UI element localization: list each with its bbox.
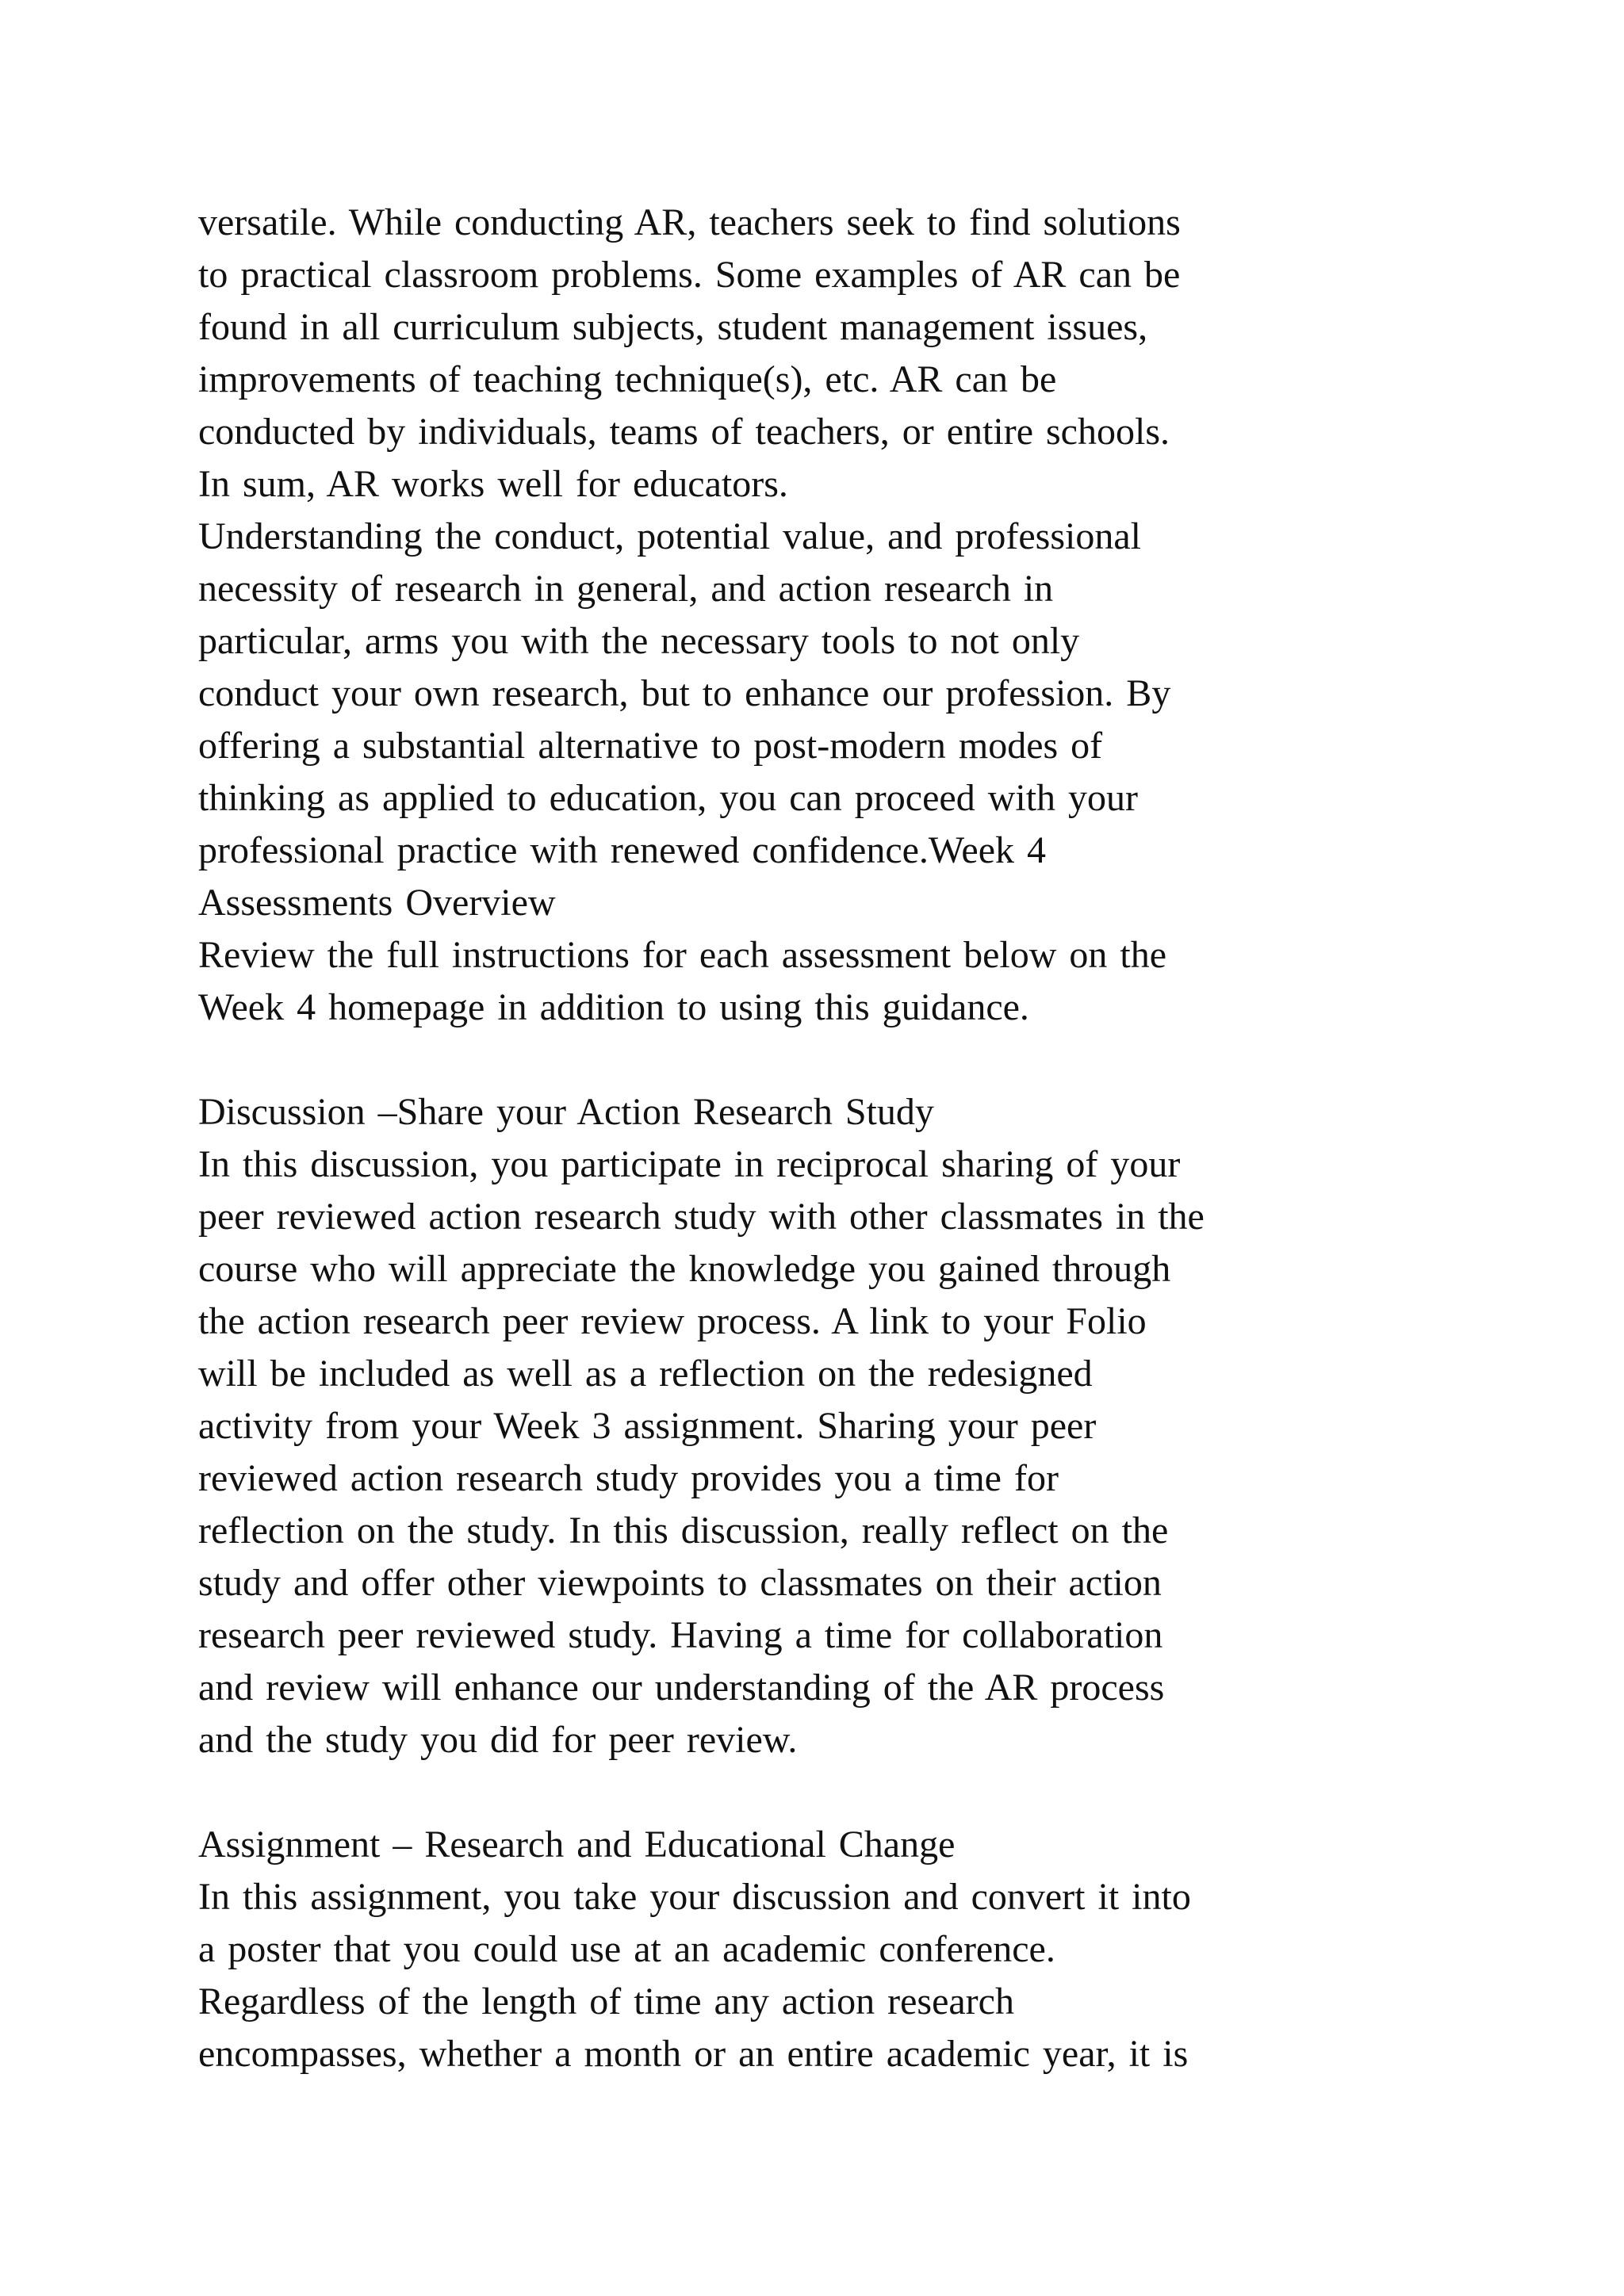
- text-line: Regardless of the length of time any action research: [198, 1980, 1014, 2022]
- section-discussion: [198, 1086, 1483, 1766]
- text-line: course who will appreciate the knowledge you gained through: [198, 1248, 1171, 1290]
- document-body: [198, 197, 1483, 2080]
- text-line: found in all curriculum subjects, student management issues,: [198, 306, 1148, 348]
- text-line: professional practice with renewed confidence.Week 4: [198, 829, 1046, 871]
- discussion-heading: Discussion –Share your Action Research Study: [198, 1091, 934, 1133]
- text-line: In sum, AR works well for educators.: [198, 463, 788, 505]
- text-line: and the study you did for peer review.: [198, 1719, 798, 1761]
- text-line: Week 4 homepage in addition to using this guidance.: [198, 986, 1029, 1028]
- text-line: research peer reviewed study. Having a time for collaboration: [198, 1614, 1163, 1656]
- text-line: to practical classroom problems. Some examples of AR can be: [198, 254, 1181, 296]
- text-line: Assessments Overview: [198, 882, 556, 924]
- text-line: peer reviewed action research study with other classmates in the: [198, 1196, 1205, 1238]
- text-line: particular, arms you with the necessary tools to not only: [198, 620, 1080, 662]
- text-line: the action research peer review process. A link to your Folio: [198, 1300, 1147, 1342]
- text-line: Review the full instructions for each assessment below on the: [198, 934, 1167, 976]
- blank-line: [198, 1766, 1483, 1819]
- text-line: will be included as well as a reflection on the redesigned: [198, 1353, 1093, 1395]
- text-line: Understanding the conduct, potential value, and professional: [198, 515, 1142, 557]
- text-line: improvements of teaching technique(s), etc. AR can be: [198, 358, 1057, 400]
- text-line: and review will enhance our understanding of the AR process: [198, 1667, 1165, 1709]
- paragraph-review-instructions: [198, 929, 1483, 1034]
- text-line: conduct your own research, but to enhance our profession. By: [198, 672, 1171, 714]
- text-line: offering a substantial alternative to post-modern modes of: [198, 725, 1103, 767]
- text-line: reviewed action research study provides you a time for: [198, 1457, 1059, 1499]
- text-line: study and offer other viewpoints to classmates on their action: [198, 1562, 1162, 1604]
- text-line: In this discussion, you participate in reciprocal sharing of your: [198, 1143, 1181, 1185]
- text-line: a poster that you could use at an academic conference.: [198, 1928, 1055, 1970]
- section-assignment: [198, 1819, 1483, 2080]
- assignment-heading: Assignment – Research and Educational Change: [198, 1823, 956, 1866]
- text-line: activity from your Week 3 assignment. Sharing your peer: [198, 1405, 1097, 1447]
- blank-line: [198, 1034, 1483, 1086]
- text-line: In this assignment, you take your discussion and convert it into: [198, 1876, 1191, 1918]
- text-line: versatile. While conducting AR, teachers seek to find solutions: [198, 201, 1181, 243]
- text-line: encompasses, whether a month or an entire academic year, it is: [198, 2033, 1189, 2075]
- paragraph-understanding: [198, 511, 1483, 929]
- text-line: conducted by individuals, teams of teachers, or entire schools.: [198, 411, 1170, 453]
- text-line: necessity of research in general, and action research in: [198, 568, 1054, 610]
- paragraph-ar-versatile: [198, 197, 1483, 511]
- text-line: reflection on the study. In this discussion, really reflect on the: [198, 1510, 1169, 1552]
- text-line: thinking as applied to education, you can proceed with your: [198, 777, 1139, 819]
